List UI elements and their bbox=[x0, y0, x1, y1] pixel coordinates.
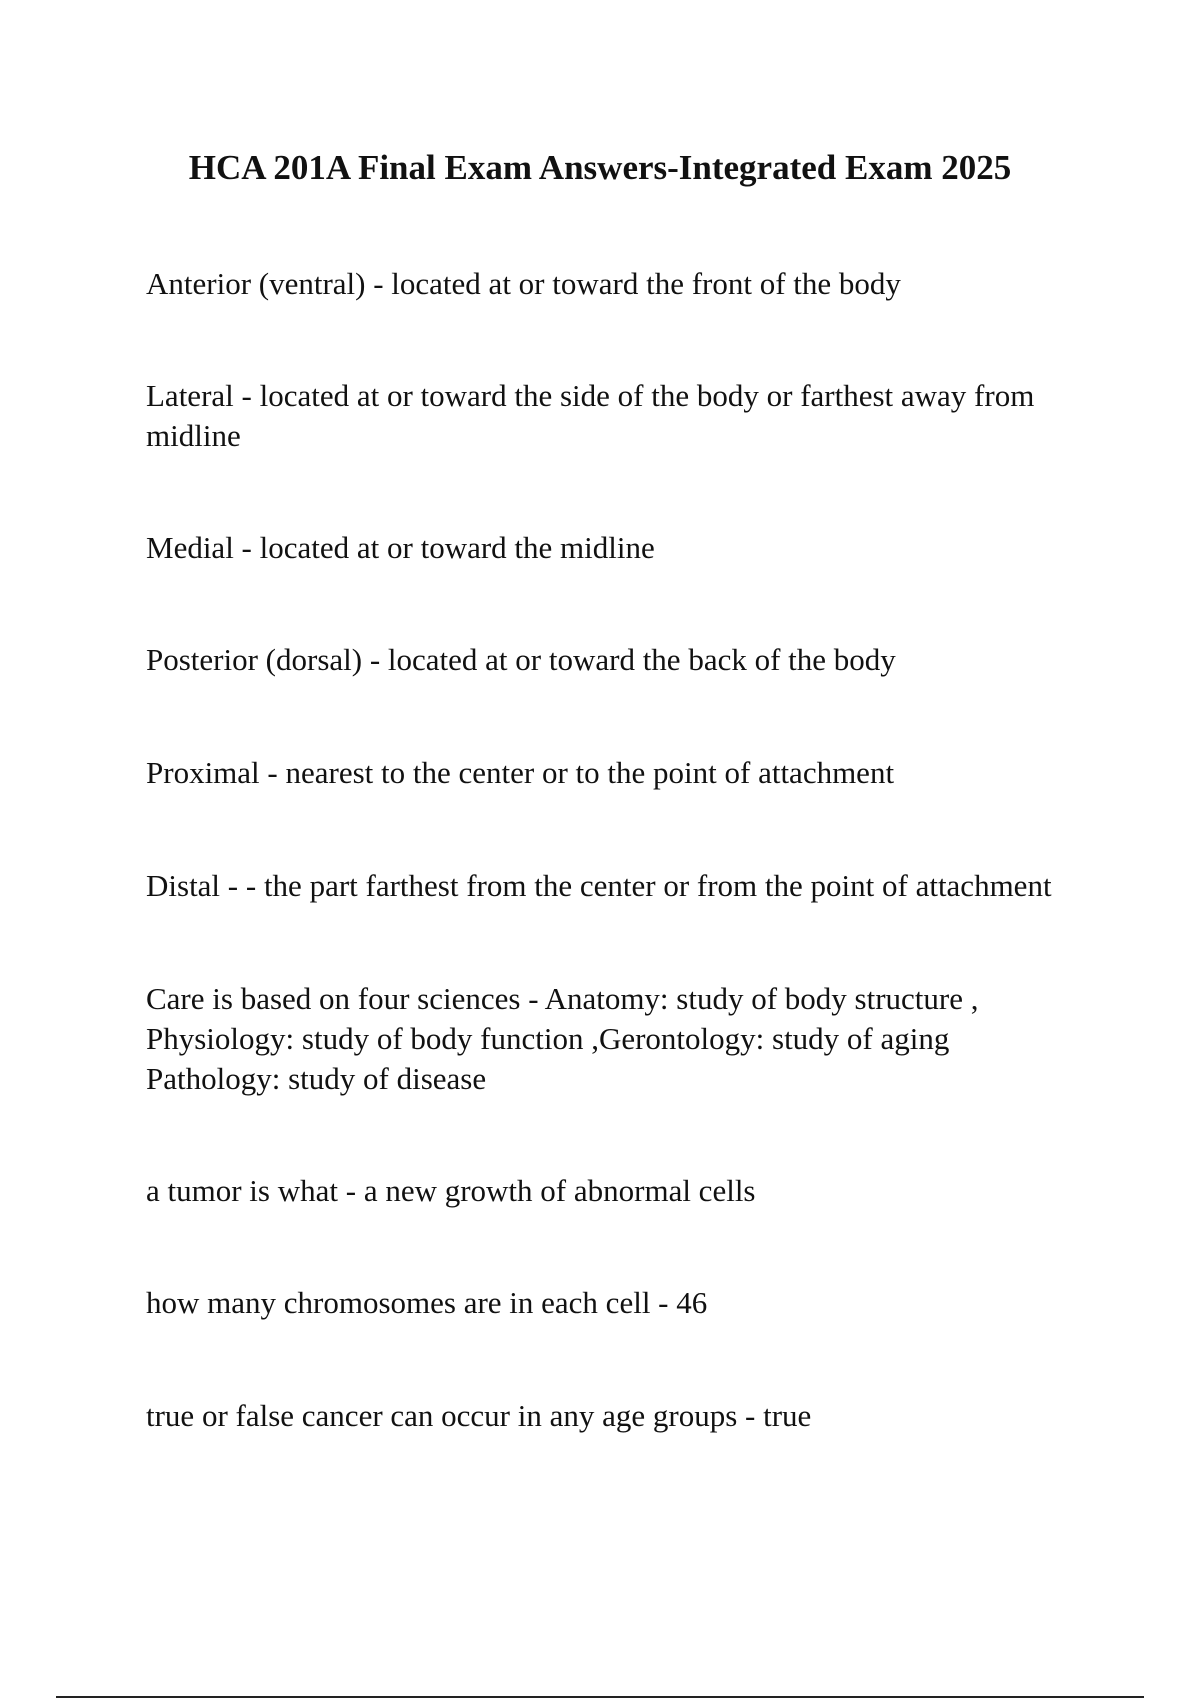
entry-posterior: Posterior (dorsal) - located at or toward the back of the body bbox=[146, 642, 896, 677]
entry-anterior: Anterior (ventral) - located at or toward the front of the body bbox=[146, 266, 901, 301]
footer-divider bbox=[56, 1696, 1144, 1698]
page-title: HCA 201A Final Exam Answers-Integrated Exam 2025 bbox=[188, 148, 1012, 187]
entry-tumor: a tumor is what - a new growth of abnormal cells bbox=[146, 1173, 756, 1208]
entry-medial: Medial - located at or toward the midline bbox=[146, 530, 655, 565]
entry-four-sciences: Care is based on four sciences - Anatomy: study of body structure , Physiology: study of body function ,Gerontology: study of aging Pathology: study of disease bbox=[146, 981, 979, 1096]
entry-chromosomes: how many chromosomes are in each cell - 46 bbox=[146, 1285, 708, 1320]
entry-lateral: Lateral - located at or toward the side of the body or farthest away from midline bbox=[146, 378, 1035, 453]
entry-distal: Distal - - the part farthest from the center or from the point of attachment bbox=[146, 868, 1052, 903]
entry-proximal: Proximal - nearest to the center or to the point of attachment bbox=[146, 755, 895, 790]
entry-cancer-age: true or false cancer can occur in any age groups - true bbox=[146, 1398, 812, 1433]
